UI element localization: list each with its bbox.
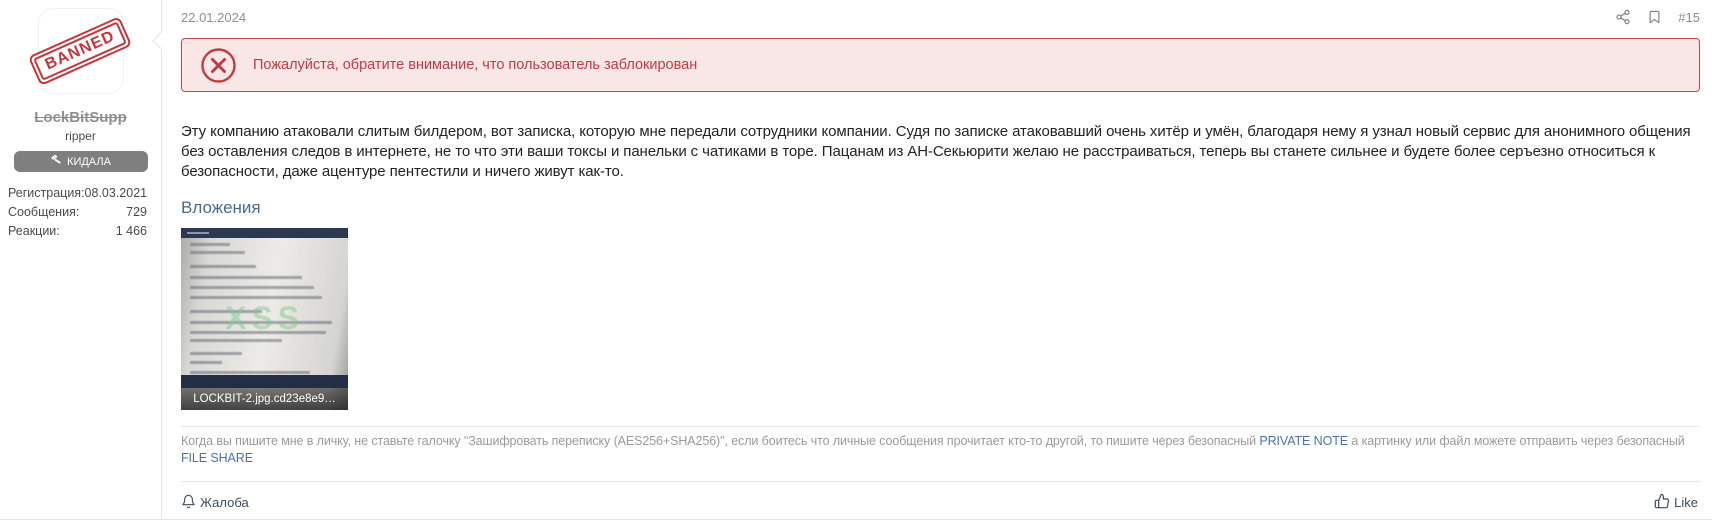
post-actions-bar (181, 481, 1700, 512)
attachment-thumbnail[interactable] (181, 228, 348, 410)
gavel-icon (50, 154, 62, 169)
share-icon[interactable] (1615, 9, 1631, 25)
signature-block (181, 426, 1700, 467)
post-date-link[interactable]: 22.01.2024 (181, 9, 247, 25)
report-button[interactable] (181, 494, 249, 512)
like-button-label: Like (1674, 495, 1698, 510)
like-button[interactable] (1654, 493, 1698, 512)
attachment-filename: LOCKBIT-2.jpg.cd23e8e9… (181, 388, 348, 410)
attachment-watermark: XSS (224, 300, 305, 336)
stat-messages: Сообщения: 729 (8, 205, 147, 219)
post-number-link[interactable]: #15 (1678, 9, 1700, 25)
thumb-up-icon (1654, 493, 1670, 512)
circle-x-icon (200, 47, 237, 84)
banned-stamp-text: BANNED (33, 21, 127, 81)
user-title: ripper (65, 129, 96, 143)
user-stats (0, 184, 161, 241)
thumbnail-photo-bottom-bar (181, 375, 348, 388)
banned-warning-banner (181, 38, 1700, 92)
username-link[interactable]: LockBitSupp (34, 109, 127, 126)
signature-text-1: Когда вы пишите мне в личку, не ставьте галочку "Зашифровать переписку (AES256+SHA256)", если боитесь что личные сообщения прочитает кто-то другой, то пишите через безопасный (181, 434, 1260, 448)
report-button-label: Жалоба (200, 495, 249, 510)
thumbnail-photo-top-bar (181, 228, 348, 238)
bookmark-icon[interactable] (1647, 9, 1662, 25)
user-badge-label: КИДАЛА (67, 155, 111, 168)
signature-text-2: а картинку или файл можете отправить через безопасный (1348, 434, 1685, 448)
post-content (161, 0, 1712, 519)
private-note-link[interactable]: PRIVATE NOTE (1259, 434, 1348, 448)
user-badge (14, 151, 148, 172)
post-meta-row (181, 8, 1700, 26)
attachments-heading: Вложения (181, 198, 261, 217)
bell-icon (181, 494, 196, 512)
file-share-link[interactable]: FILE SHARE (181, 451, 253, 465)
banner-message: Пожалуйста, обратите внимание, что пользователь заблокирован (253, 57, 698, 73)
post-body-text: Эту компанию атаковали слитым билдером, вот записка, которую мне передали сотрудники компании. Судя по записке атаковавший очень хитёр и умён, благодаря нему я узнал новый сервис для анонимного общения без оставления следов в интернете, не то что эти ваши токсы и панельки с чатиками в торе. Пацанам из АН-Секьюрити желаю не расстраиваться, теперь вы станете сильнее и будете более серъезно относиться к безопасности, даже ацентуре пентестили и ничего живут как-то. (181, 123, 1691, 180)
avatar[interactable] (38, 8, 124, 94)
banned-stamp (28, 16, 133, 86)
stat-registration: Регистрация: 08.03.2021 (8, 186, 148, 200)
user-sidebar (0, 0, 161, 519)
stat-reactions: Реакции: 1 466 (8, 224, 147, 238)
